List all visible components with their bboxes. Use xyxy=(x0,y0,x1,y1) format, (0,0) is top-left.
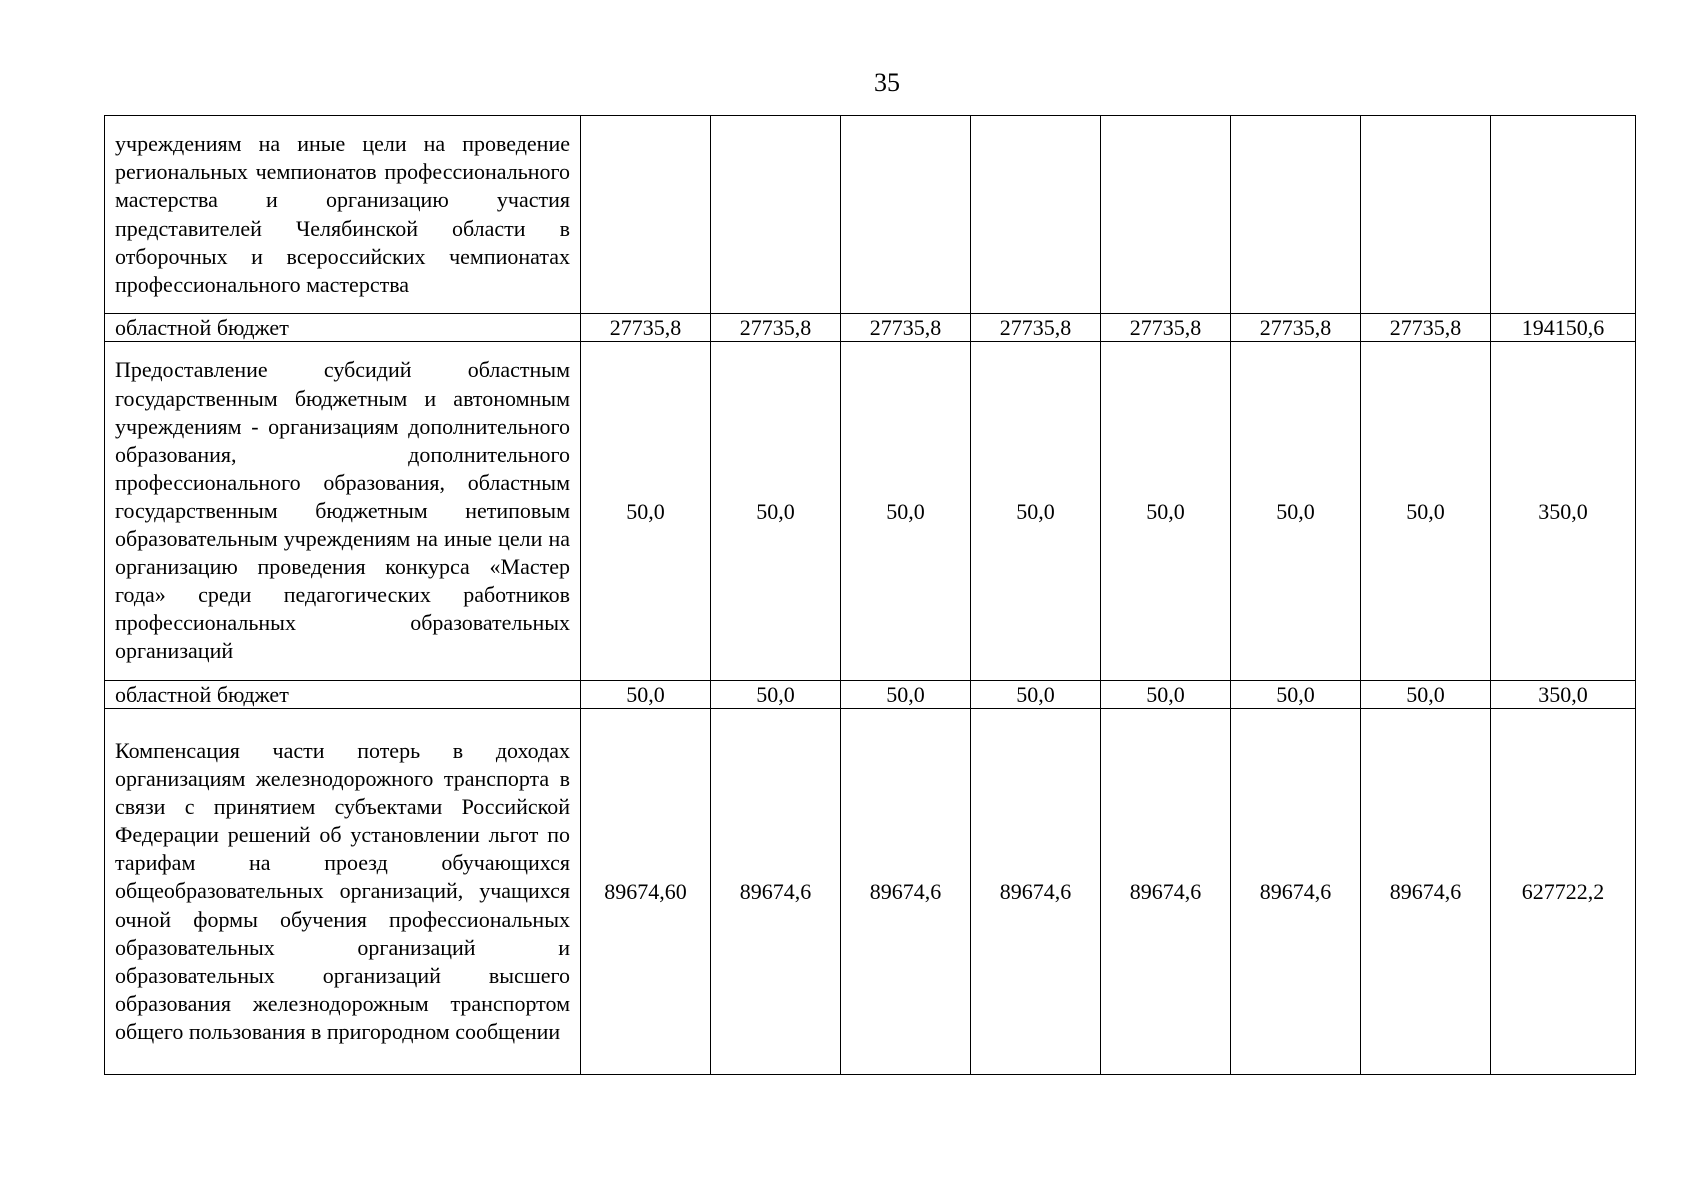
value-cell: 89674,6 xyxy=(711,709,841,1075)
value-cell xyxy=(581,116,711,314)
value-cell: 27735,8 xyxy=(1361,314,1491,342)
total-cell: 350,0 xyxy=(1491,342,1636,681)
value-cell: 89674,6 xyxy=(971,709,1101,1075)
value-cell: 27735,8 xyxy=(711,314,841,342)
value-cell: 50,0 xyxy=(1361,681,1491,709)
value-cell: 50,0 xyxy=(1101,681,1231,709)
value-cell: 50,0 xyxy=(711,342,841,681)
value-cell: 27735,8 xyxy=(971,314,1101,342)
value-cell: 89674,60 xyxy=(581,709,711,1075)
value-cell: 50,0 xyxy=(1361,342,1491,681)
total-cell: 627722,2 xyxy=(1491,709,1636,1075)
value-cell: 50,0 xyxy=(971,681,1101,709)
total-cell: 350,0 xyxy=(1491,681,1636,709)
value-cell: 89674,6 xyxy=(841,709,971,1075)
value-cell: 50,0 xyxy=(711,681,841,709)
value-cell: 50,0 xyxy=(1231,342,1361,681)
value-cell xyxy=(1361,116,1491,314)
value-cell: 50,0 xyxy=(581,681,711,709)
budget-label: областной бюджет xyxy=(105,314,581,342)
table-row-master-of-year-description xyxy=(105,342,1636,681)
value-cell: 27735,8 xyxy=(841,314,971,342)
value-cell xyxy=(841,116,971,314)
value-cell xyxy=(1231,116,1361,314)
budget-label: областной бюджет xyxy=(105,681,581,709)
value-cell xyxy=(971,116,1101,314)
value-cell: 27735,8 xyxy=(581,314,711,342)
table-row-regional-budget xyxy=(105,681,1636,709)
budget-table xyxy=(104,115,1636,1075)
page-number: 35 xyxy=(874,68,900,97)
value-cell: 50,0 xyxy=(971,342,1101,681)
row-description: Предоставление субсидий областным государственным бюджетным и автономным учреждениям - организациям дополнительного образования, дополнительного профессионального образования, областным государственным бюджетным нетиповым образовательным учреждениям на иные цели на организацию проведения конкурса «Мастер года» среди педагогических работников профессиональных образовательных организаций xyxy=(105,342,581,681)
value-cell: 27735,8 xyxy=(1101,314,1231,342)
value-cell: 50,0 xyxy=(1101,342,1231,681)
value-cell xyxy=(1101,116,1231,314)
row-description: Компенсация части потерь в доходах организациям железнодорожного транспорта в связи с принятием субъектами Российской Федерации решений об установлении льгот по тарифам на проезд обучающихся общеобразовательных организаций, учащихся очной формы обучения профессиональных образовательных организаций и образовательных организаций высшего образования железнодорожным транспортом общего пользования в пригородном сообщении xyxy=(105,709,581,1075)
table-row-regional-budget xyxy=(105,314,1636,342)
value-cell: 89674,6 xyxy=(1231,709,1361,1075)
row-description: учреждениям на иные цели на проведение региональных чемпионатов профессионального мастерства и организацию участия представителей Челябинской области в отборочных и всероссийских чемпионатах профессионального мастерства xyxy=(105,116,581,314)
value-cell: 89674,6 xyxy=(1101,709,1231,1075)
total-cell: 194150,6 xyxy=(1491,314,1636,342)
value-cell: 50,0 xyxy=(841,681,971,709)
total-cell xyxy=(1491,116,1636,314)
value-cell xyxy=(711,116,841,314)
value-cell: 27735,8 xyxy=(1231,314,1361,342)
value-cell: 89674,6 xyxy=(1361,709,1491,1075)
table-row-railway-compensation-description xyxy=(105,709,1636,1075)
value-cell: 50,0 xyxy=(841,342,971,681)
value-cell: 50,0 xyxy=(581,342,711,681)
value-cell: 50,0 xyxy=(1231,681,1361,709)
table-row-championships-description xyxy=(105,116,1636,314)
